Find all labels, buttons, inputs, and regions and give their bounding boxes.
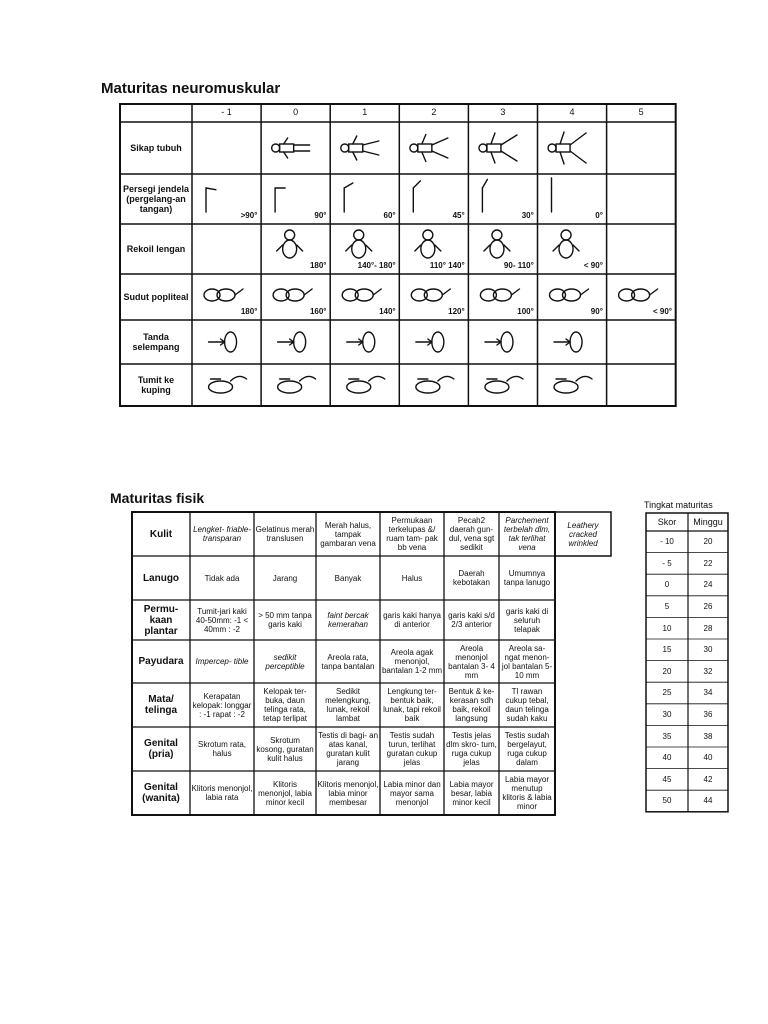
angle-degree-label: 0° — [595, 211, 603, 220]
heel-to-ear-figure — [416, 376, 454, 393]
criteria-cell: Bentuk & ke- kerasan sdh baik, rekoil langsung — [448, 687, 495, 723]
score-value: 40 — [662, 753, 672, 763]
criteria-cell: Testis sudah turun, terlihat guratan cukup jelas — [386, 731, 438, 767]
weeks-value: 30 — [703, 645, 713, 655]
score-header: 1 — [362, 107, 368, 117]
wrist-angle-figure — [275, 188, 285, 212]
weeks-value: 22 — [703, 558, 713, 568]
row-label: Payudara — [138, 656, 184, 667]
posture-figure — [272, 138, 310, 158]
posture-figure — [479, 133, 517, 163]
score-value: 35 — [662, 731, 672, 741]
popliteal-figure — [411, 289, 450, 301]
weeks-value: 32 — [703, 666, 713, 676]
weeks-value: 40 — [703, 753, 713, 763]
angle-degree-label: 45° — [452, 211, 465, 220]
criteria-cell: Kelopak ter- buka, daun telinga rata, tetap terlipat — [262, 687, 308, 723]
score-value: 10 — [662, 623, 672, 633]
criteria-cell: faint bercak kemerahan — [327, 611, 369, 629]
maturity-title: Tingkat maturitas — [644, 500, 713, 510]
criteria-cell: Jarang — [272, 573, 298, 583]
weeks-value: 36 — [703, 710, 713, 720]
score-value: 45 — [662, 774, 672, 784]
score-value: 5 — [664, 602, 670, 612]
row-label: Tanda selempang — [132, 332, 180, 352]
physical-maturity-table — [132, 512, 612, 816]
criteria-cell: Klitoris menonjol, labia minor kecil — [258, 779, 312, 807]
criteria-cell: Gelatinus merah translusen — [255, 525, 315, 543]
score-value: 20 — [662, 666, 672, 676]
heel-to-ear-figure — [485, 376, 523, 393]
popliteal-figure — [550, 289, 589, 301]
popliteal-figure — [480, 289, 519, 301]
weeks-value: 44 — [703, 796, 713, 806]
wrist-angle-figure — [206, 188, 216, 212]
row-label: Rekoil lengan — [126, 244, 186, 254]
wrist-angle-figure — [482, 179, 487, 212]
wrist-angle-figure — [344, 183, 353, 212]
scarf-sign-figure — [347, 332, 375, 352]
popliteal-figure — [342, 289, 381, 301]
angle-degree-label: 110° 140° — [429, 261, 465, 270]
physical-title: Maturitas fisik — [110, 490, 205, 506]
heel-to-ear-figure — [554, 376, 592, 393]
row-label: Kulit — [149, 528, 173, 540]
criteria-cell: Labia mayor menutup klitoris & labia minor — [502, 775, 552, 811]
heel-to-ear-figure — [209, 376, 247, 393]
criteria-cell: Klitoris menonjol, labia minor membesar — [317, 779, 379, 807]
criteria-cell: Testis di bagi- an atas kanal, guratan kulit jarang — [317, 731, 379, 767]
score-value: 15 — [662, 645, 672, 655]
score-value: 25 — [662, 688, 672, 698]
neuromuscular-table — [120, 104, 676, 406]
angle-degree-label: 140° — [379, 307, 396, 316]
scarf-sign-figure — [278, 332, 306, 352]
score-value: 30 — [662, 710, 672, 720]
angle-degree-label: 90- 110° — [503, 261, 534, 270]
criteria-cell: Tumit-jari kaki 40-50mm: -1 < 40mm : -2 — [195, 606, 249, 634]
criteria-cell: garis kaki hanya di anterior — [383, 611, 441, 629]
weeks-value: 42 — [703, 774, 713, 784]
criteria-cell: Leathery cracked wrinkled — [567, 520, 599, 548]
scarf-sign-figure — [209, 332, 237, 352]
criteria-cell: Tidak ada — [204, 573, 240, 583]
score-header: 0 — [293, 107, 299, 117]
row-label: Sudut popliteal — [123, 292, 189, 302]
criteria-cell: Permukaan terkelupas &/ ruam tam- pak bb vena — [386, 516, 438, 552]
angle-degree-label: < 90° — [583, 261, 603, 270]
criteria-cell: Skrotum kosong, guratan kulit halus — [256, 735, 314, 763]
posture-figure — [341, 136, 379, 160]
arm-recoil-figure — [415, 230, 441, 258]
angle-degree-label: 140°- 180° — [357, 261, 396, 270]
posture-figure — [410, 135, 448, 162]
posture-figure — [548, 132, 586, 164]
criteria-cell: Sedikit melengkung, lunak, rekoil lambat — [325, 687, 371, 723]
criteria-cell: Areola menonjol bantalan 3- 4 mm — [448, 643, 495, 680]
score-value: - 10 — [660, 537, 674, 547]
score-value: 0 — [664, 580, 670, 590]
row-label: Tumit ke kuping — [137, 375, 175, 395]
angle-degree-label: >90° — [240, 211, 258, 220]
heel-to-ear-figure — [278, 376, 316, 393]
row-label: Genital (pria) — [144, 738, 178, 760]
criteria-cell: Areola rata, tanpa bantalan — [321, 652, 375, 671]
weeks-value: 24 — [703, 580, 713, 590]
criteria-cell: Tl rawan cukup tebal, daun telinga sudah kaku — [505, 687, 549, 723]
criteria-cell: Areola agak menonjol, bantalan 1-2 mm — [381, 648, 443, 675]
criteria-cell: Banyak — [334, 573, 362, 583]
angle-degree-label: 30° — [521, 211, 534, 220]
neuromuscular-title: Maturitas neuromuskular — [101, 80, 281, 97]
angle-degree-label: 120° — [448, 307, 465, 316]
criteria-cell: garis kaki s/d 2/3 anterior — [448, 611, 495, 629]
maturity-header: Minggu — [693, 517, 723, 527]
row-label: Genital (wanita) — [142, 782, 180, 804]
score-header: 2 — [431, 107, 437, 117]
angle-degree-label: < 90° — [653, 307, 672, 316]
score-header: 4 — [569, 107, 575, 117]
arm-recoil-figure — [553, 230, 579, 258]
criteria-cell: Daerah kebotakan — [453, 569, 490, 587]
angle-degree-label: 90° — [314, 211, 327, 220]
angle-degree-label: 90° — [590, 307, 603, 316]
criteria-cell: Lengkung ter- bentuk baik, lunak, tapi rekoil baik — [383, 687, 441, 723]
wrist-angle-figure — [413, 181, 420, 212]
criteria-cell: Kerapatan kelopak: longgar : -1 rapat : -2 — [192, 691, 252, 719]
weeks-value: 34 — [703, 688, 713, 698]
arm-recoil-figure — [346, 230, 372, 258]
criteria-cell: Labia minor dan mayor sama menonjol — [383, 779, 441, 807]
criteria-cell: Klitoris menonjol, labia rata — [191, 784, 253, 802]
angle-degree-label: 180° — [309, 261, 327, 270]
criteria-cell: sedikit perceptible — [265, 652, 305, 671]
scarf-sign-figure — [485, 332, 513, 352]
score-header: 3 — [500, 107, 506, 117]
score-header: 5 — [638, 107, 644, 117]
criteria-cell: > 50 mm tanpa garis kaki — [258, 611, 312, 629]
heel-to-ear-figure — [347, 376, 385, 393]
criteria-cell: Parchement terbelah dlm, tak terlihat vena — [503, 516, 551, 552]
row-label: Mata/ telinga — [144, 694, 178, 716]
row-label: Sikap tubuh — [130, 143, 182, 153]
arm-recoil-figure — [277, 230, 303, 258]
maturity-header: Skor — [657, 517, 677, 527]
score-value: - 5 — [662, 558, 672, 568]
criteria-cell: Testis sudah bergelayut, ruga cukup dalam — [504, 731, 550, 767]
weeks-value: 38 — [703, 731, 713, 741]
row-label: Persegi jendela (pergelang-an tangan) — [122, 184, 190, 214]
criteria-cell: Labia mayor besar, labia minor kecil — [449, 779, 494, 807]
criteria-cell: Testis jelas dlm skro- tum, ruga cukup jelas — [446, 731, 497, 767]
row-label: Permu- kaan plantar — [143, 603, 179, 637]
criteria-cell: Skrotum rata, halus — [197, 740, 246, 758]
maturity-rating-table — [646, 513, 730, 817]
weeks-value: 20 — [703, 537, 713, 547]
criteria-cell: Pecah2 daerah gun- dul, vena sgt sedikit — [448, 516, 495, 552]
popliteal-figure — [619, 289, 658, 301]
criteria-cell: Merah halus, tampak gambaran vena — [320, 520, 376, 548]
criteria-cell: Halus — [401, 573, 423, 583]
criteria-cell: Umumnya tanpa lanugo — [503, 569, 551, 587]
angle-degree-label: 60° — [383, 211, 396, 220]
criteria-cell: Impercep- tible — [195, 657, 249, 666]
score-header: - 1 — [221, 107, 232, 117]
score-value: 50 — [662, 796, 672, 806]
row-label: Lanugo — [142, 572, 180, 584]
criteria-cell: Areola sa- ngat menon- jol bantalan 5-10 mm — [501, 643, 553, 680]
angle-degree-label: 100° — [517, 307, 534, 316]
scarf-sign-figure — [416, 332, 444, 352]
popliteal-figure — [204, 289, 243, 301]
criteria-cell: garis kaki di seluruh telapak — [505, 606, 549, 634]
arm-recoil-figure — [484, 230, 510, 258]
criteria-cell: Lengket- friable- transparan — [193, 525, 251, 543]
angle-degree-label: 180° — [240, 307, 258, 316]
weeks-value: 26 — [703, 602, 713, 612]
weeks-value: 28 — [703, 623, 713, 633]
popliteal-figure — [273, 289, 312, 301]
angle-degree-label: 160° — [309, 307, 327, 316]
scarf-sign-figure — [554, 332, 582, 352]
neuromuscular-grid-lines — [120, 104, 676, 406]
